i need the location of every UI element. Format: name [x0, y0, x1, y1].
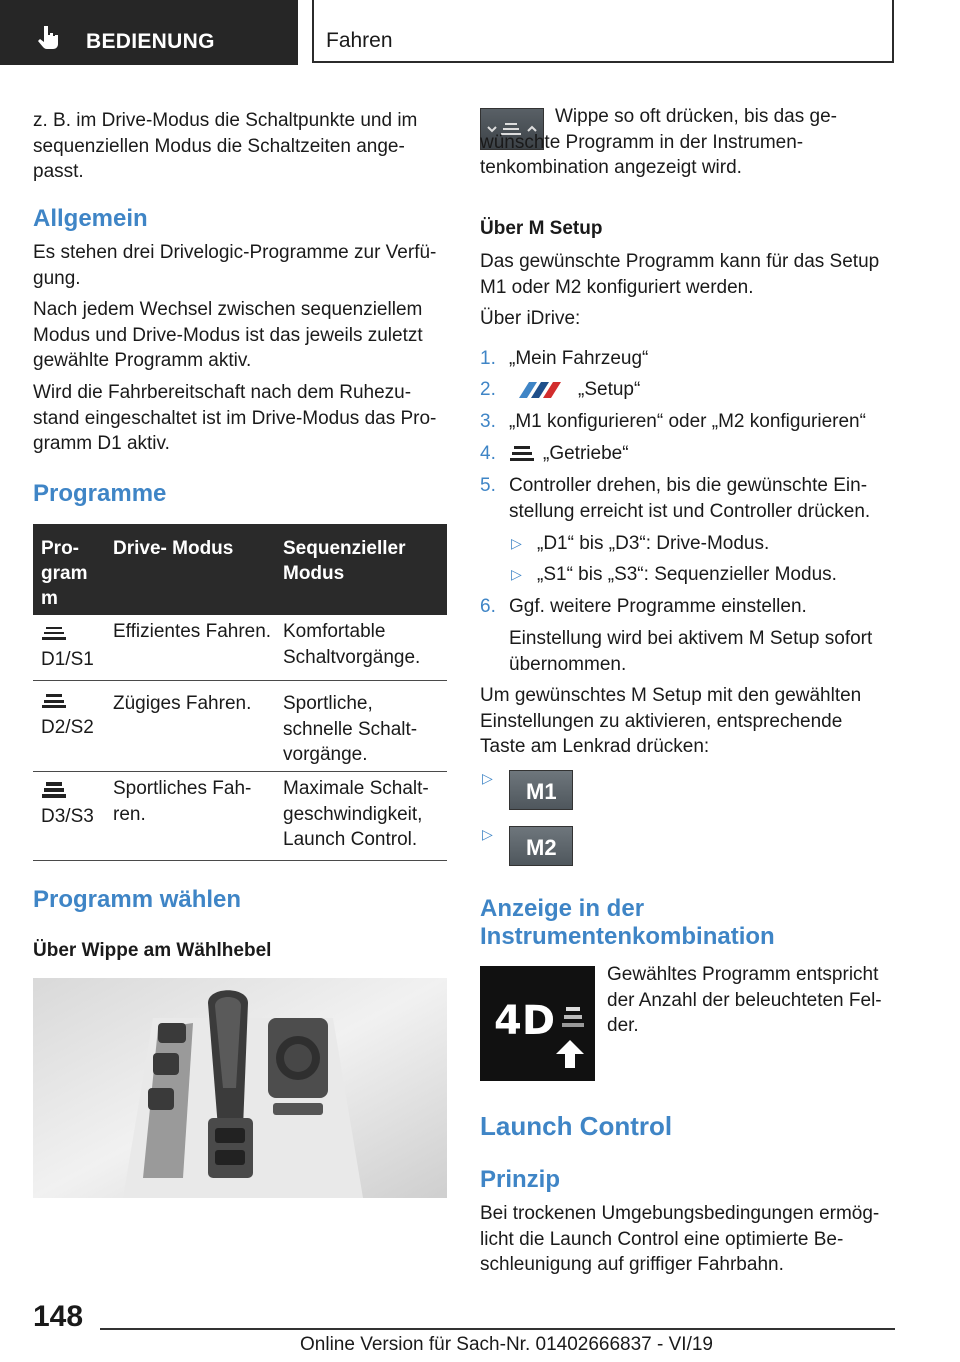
step-text: „Mein Fahrzeug“ — [509, 348, 649, 369]
program-label: D3/S3 — [41, 806, 94, 827]
step-text: „Setup“ — [578, 379, 641, 400]
step-number: 4. — [480, 443, 496, 464]
prinzip-heading: Prinzip — [480, 1166, 561, 1193]
chapter-header — [312, 0, 894, 63]
m-stripes-icon — [509, 381, 565, 399]
step-text: „M1 konfigurieren“ oder „M2 konfigurieren“ — [509, 411, 866, 432]
step-text: Ggf. weitere Programme einstellen. — [509, 596, 807, 617]
allgemein-para-2: Nach jedem Wechsel zwischen sequenziellem Modus und Drive-Modus ist das jeweils zuletzt gewählte Programm aktiv. — [33, 299, 423, 371]
step-number: 2. — [480, 379, 496, 400]
page-number: 148 — [33, 1300, 84, 1333]
step-6-note: Einstellung wird bei aktivem M Setup sofort übernommen. — [509, 628, 873, 675]
programme-table — [33, 524, 447, 861]
triangle-bullet-icon: ▷ — [511, 535, 522, 551]
seq-cell: Sportliche, schnelle Schalt-vorgänge. — [283, 693, 418, 765]
msetup-subheading: Über M Setup — [480, 218, 603, 239]
sub-item-seq: „S1“ bis „S3“: Sequenzieller Modus. — [537, 564, 837, 585]
programm-waehlen-heading: Programm wählen — [33, 886, 242, 913]
table-header — [33, 524, 447, 615]
msetup-para-1: Das gewünschte Programm kann für das Setup M1 oder M2 konfiguriert werden. — [480, 251, 880, 298]
allgemein-para-3: Wird die Fahrbereitschaft nach dem Ruhezu-stand eingeschaltet ist im Drive-Modus das Pro-gramm D1 aktiv. — [33, 382, 437, 454]
online-version: Online Version für Sach-Nr. 01402666837 - VI/19 — [300, 1334, 713, 1355]
table-row — [33, 772, 447, 861]
program-3-icon — [41, 782, 67, 798]
step-number: 3. — [480, 411, 496, 432]
programme-heading: Programme — [33, 480, 167, 507]
m2-button-icon — [509, 826, 573, 866]
program-label: D1/S1 — [41, 649, 94, 670]
step-text: „Getriebe“ — [543, 443, 629, 464]
seq-cell: Komfortable Schaltvorgänge. — [283, 621, 421, 668]
section-label: BEDIENUNG — [86, 30, 215, 53]
sub-item-drive: „D1“ bis „D3“: Drive-Modus. — [537, 533, 770, 554]
intro-text: z. B. im Drive-Modus die Schaltpunkte und im sequenziellen Modus die Schaltzeiten ange-passt. — [33, 110, 418, 182]
allgemein-heading: Allgemein — [33, 205, 148, 232]
gearbox-stripes-icon — [509, 445, 535, 463]
prinzip-text: Bei trockenen Umgebungsbedingungen ermög-licht die Launch Control eine optimierte Be-schleunigung auf griffiger Fahrbahn. — [480, 1203, 880, 1275]
section-tab — [0, 0, 298, 65]
hand-pointer-icon — [36, 24, 62, 50]
table-row — [33, 615, 447, 681]
m1-button-icon — [509, 770, 573, 810]
launch-control-heading: Launch Control — [480, 1111, 673, 1141]
program-label: D2/S2 — [41, 717, 94, 738]
step-number: 6. — [480, 596, 496, 617]
display-label: 4D — [494, 998, 556, 1044]
msetup-para-2: Über iDrive: — [480, 308, 581, 329]
triangle-bullet-icon: ▷ — [482, 826, 493, 842]
triangle-bullet-icon: ▷ — [511, 566, 522, 582]
instrument-display — [480, 966, 595, 1081]
drive-cell: Sportliches Fah-ren. — [113, 778, 252, 825]
shift-up-arrow-icon — [554, 1038, 586, 1070]
wippe-subheading: Über Wippe am Wählhebel — [33, 940, 272, 961]
chapter-label: Fahren — [326, 29, 393, 52]
allgemein-para-1: Es stehen drei Drivelogic-Programme zur Verfü-gung. — [33, 242, 437, 289]
anzeige-text: Gewähltes Programm entspricht der Anzahl der beleuchteten Fel-der. — [607, 964, 882, 1036]
program-fields-icon — [562, 1006, 584, 1030]
step-text: Controller drehen, bis die gewünschte Ein-stellung erreicht ist und Controller drücken. — [509, 475, 871, 522]
step-number: 1. — [480, 348, 496, 369]
header-drive: Drive- Modus — [113, 538, 234, 559]
m1-label: M1 — [526, 779, 557, 804]
activate-text: Um gewünschtes M Setup mit den gewählten Einstellungen zu aktivieren, entsprechende Taste am Lenkrad drücken: — [480, 685, 862, 757]
wippe-text: Wippe so oft drücken, bis das ge-wünschte Programm in der Instrumen-tenkombination angezeigt wird. — [480, 106, 837, 178]
header-seq: Sequenzieller Modus — [283, 538, 406, 584]
m2-label: M2 — [526, 835, 557, 860]
table-row — [33, 681, 447, 772]
drive-cell: Effizientes Fahren. — [113, 621, 272, 642]
program-1-icon — [41, 625, 67, 641]
header-program: Pro-gram m — [41, 538, 88, 609]
triangle-bullet-icon: ▷ — [482, 770, 493, 786]
step-number: 5. — [480, 475, 496, 496]
footer-divider — [100, 1328, 895, 1330]
drive-cell: Zügiges Fahren. — [113, 693, 252, 714]
seq-cell: Maximale Schalt-geschwindigkeit, Launch Control. — [283, 778, 429, 850]
program-2-icon — [41, 693, 67, 709]
anzeige-heading: Anzeige in der Instrumentenkombination — [480, 895, 775, 950]
gear-selector-photo — [33, 978, 447, 1198]
